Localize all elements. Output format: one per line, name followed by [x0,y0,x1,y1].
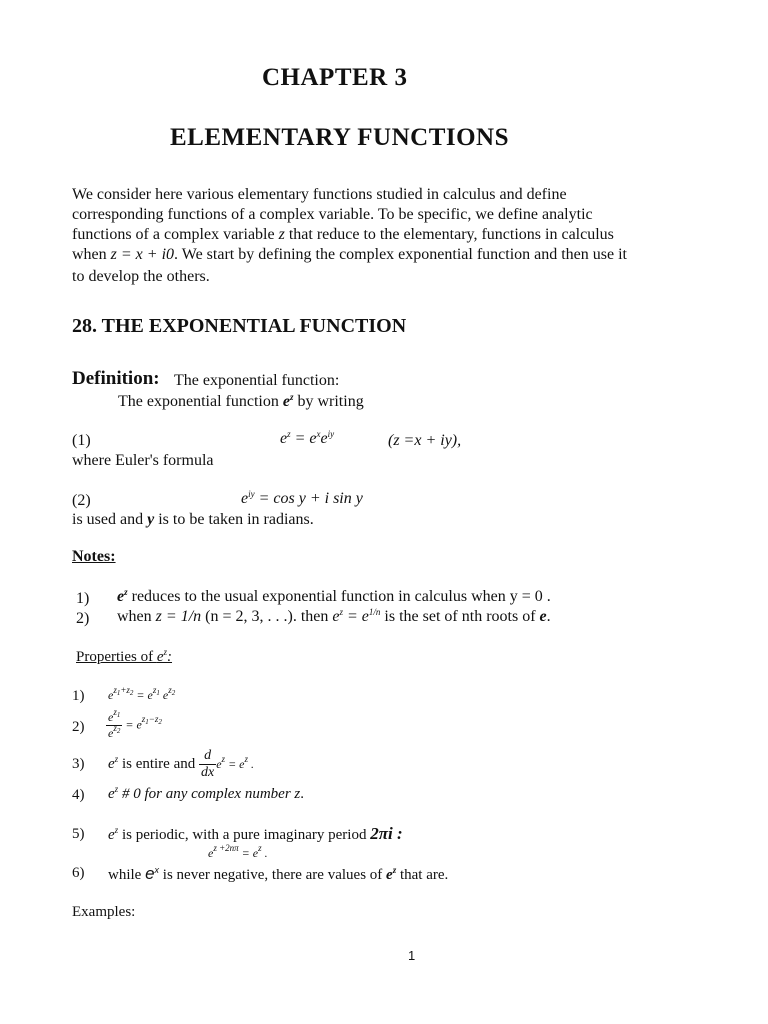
equation-number-1: (1) [72,432,91,449]
property-number: 1) [72,688,85,704]
note-item: when z = 1/n (n = 2, 3, . . .). then $e^z = e^{1/n}$ is the set of nth roots of e. [117,607,551,625]
property-number: 5) [72,826,85,842]
chapter-title: ELEMENTARY FUNCTIONS [170,124,510,151]
note-number: 2) [76,610,90,627]
equation-2-note: is used and y is to be taken in radians. [72,511,314,528]
property-number: 3) [72,756,85,772]
definition-text: The exponential function: [174,372,340,389]
euler-intro: where Euler's formula [72,452,214,469]
definition-text-2: The exponential function $e^z$ by writing [118,392,364,410]
property-1-formula: $e^{z_1+z_2} = e^{z_1}$ $e^{z_2}$ [108,685,176,702]
note-item: $e^z$ reduces to the usual exponential function in calculus when y = 0 . [117,587,551,605]
equation-number-2: (2) [72,492,91,509]
property-5: $e^z$ is periodic, with a pure imaginary period 2πi : [108,824,403,843]
examples-label: Examples: [72,904,136,920]
definition-label: Definition: [72,368,160,389]
equation-2: $e^{iy} = \cos y + i$ sin y [241,489,363,507]
property-number: 2) [72,719,85,735]
intro-line: corresponding functions of a complex variable. To be specific, we define analytic [72,206,593,223]
property-number: 6) [72,865,85,881]
property-4: $e^z$ # 0 for any complex number z. [108,784,304,802]
section-title: 28. THE EXPONENTIAL FUNCTION [72,315,407,337]
property-2-formula: $\frac{e^{z_1}}{e^{z_2}}$ = $e^{z_1-z_2}$ [108,707,162,740]
intro-line: We consider here various elementary functions studied in calculus and define [72,186,567,203]
chapter-heading: CHAPTER 3 [262,64,408,91]
property-3: $e^z$ is entire and $\frac{d}{dx}$ $e^z = e^z$ . [108,748,255,780]
intro-line: to develop the others. [72,268,210,285]
intro-line: functions of a complex variable z that reduce to the elementary, functions in calculus [72,226,614,243]
intro-paragraph [72,185,712,287]
property-5-formula: $e^{z +2n\pi} = e^z$ . [208,843,268,860]
equation-1-condition: (z =x + iy), [388,432,462,449]
notes-heading: Notes: [72,548,116,565]
property-6: while $e^x$ is never negative, there are values of $e^z$ that are. [108,864,449,883]
properties-heading: Properties of $e^z$: [76,647,173,665]
equation-1: $e^z = e^xe^{iy}$ [280,429,335,447]
page-number: 1 [408,948,416,963]
note-number: 1) [76,590,90,607]
property-number: 4) [72,787,85,803]
intro-line: when z = x + i0. We start by defining the complex exponential function and then use it [72,246,627,263]
